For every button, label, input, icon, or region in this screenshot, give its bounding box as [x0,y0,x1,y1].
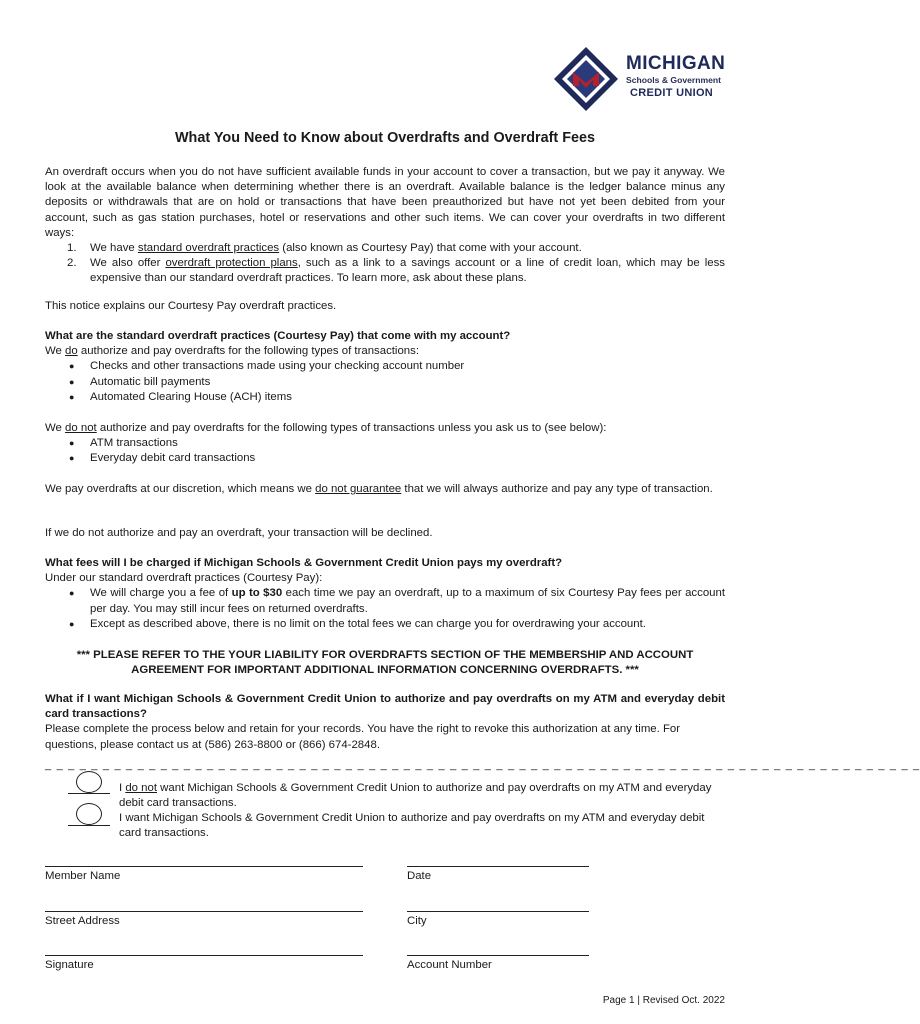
list-item: ● We will charge you a fee of up to $30 each time we pay an overdraft, up to a maximum of six Courtesy Pay fees per account per day. You may still incur fees on returned overdrafts. [69,587,725,615]
q3-section [45,692,725,753]
signature-field[interactable] [45,955,363,956]
logo-subline: Schools & Government [626,75,722,85]
way-text: (also known as Courtesy Pay) that come with your account. [279,242,582,255]
q3-body: Please complete the process below and retain for your records. You have the right to revoke this authorization at any time. For questions, please contact us at (586) 263-8800 or (866) 674-2848. [45,723,681,751]
optin-blank[interactable] [68,825,110,826]
list-item: ● Except as described above, there is no limit on the total fees we can charge you for overdrawing your account. [69,617,646,630]
q1-do-text: We do authorize and pay overdrafts for the following types of transactions: [45,345,419,358]
street-address-label: Street Address [45,915,120,927]
logo-credit-union: CREDIT UNION [630,87,714,99]
city-label: City [407,915,427,927]
discretion-text: We pay overdrafts at our discretion, which means we do not guarantee that we will always authorize and pay any type of transaction. [45,483,713,495]
page-title: What You Need to Know about Overdrafts and Overdraft Fees [174,130,596,146]
intro-paragraph: An overdraft occurs when you do not have sufficient available funds in your account to cover a transaction, but we pay it anyway. We look at the available balance when determining whether there is an overdraft. Available balance is the ledger balance minus any deposits or withdrawals that are on hold or transactions that have been preauthorized but have not yet been debited from your account, such as gas station purchases, hotel or reservations and other such items. We can cover your overdrafts in two different ways: [45,166,725,239]
notice-text: This notice explains our Courtesy Pay overdraft practices. [45,300,337,312]
q1-donot-section [45,421,725,467]
refer-notice: *** PLEASE REFER TO THE YOUR LIABILITY FOR OVERDRAFTS SECTION OF THE MEMBERSHIP AND ACCOUNT AGREEMENT FOR IMPORTANT ADDITIONAL INFORMATION CONCERNING OVERDRAFTS. *** [76,649,694,677]
optin-radio[interactable] [76,803,102,825]
overdraft-protection-link[interactable]: overdraft protection plans [165,257,298,270]
list-item: ● Automated Clearing House (ACH) items [69,390,292,403]
way-text: , such as a link to a savings account or a line of credit loan, which may be less expensive than our standard overdraft practices. To learn more, ask about these plans. [90,257,725,285]
way-number: 1. [67,242,77,255]
city-field[interactable] [407,911,589,912]
credit-union-logo [553,44,743,114]
logo-brand: MICHIGAN [626,53,726,74]
account-number-label: Account Number [407,959,492,971]
member-name-label: Member Name [45,870,121,882]
optin-text: I want Michigan Schools & Government Credit Union to authorize and pay overdrafts on my ATM and everyday debit card transactions. [119,812,705,840]
signature-label: Signature [45,959,94,971]
optout-text: I do not want Michigan Schools & Government Credit Union to authorize and pay overdrafts on my ATM and everyday debit card transactions. [119,782,712,810]
optout-blank[interactable] [68,793,110,794]
q1-heading: What are the standard overdraft practices (Courtesy Pay) that come with my account? [45,330,511,342]
list-item: ● ATM transactions [69,437,178,450]
street-address-field[interactable] [45,911,363,912]
way-item-2 [45,256,725,286]
optout-radio[interactable] [76,771,102,793]
q2-section [45,556,725,632]
list-item: ● Automatic bill payments [69,375,211,388]
cut-line: _ _ _ _ _ _ _ _ _ _ _ _ _ _ _ _ _ _ _ _ _ _ _ _ _ _ _ _ _ _ _ _ _ _ _ _ _ _ _ _ _ _ _ _ _ _ _ _ _ _ _ _ _ _ _ _ _ _ _ _ _ _ _ _ _ _ _ _ _ _ _ _ _ _ _ _ [45,759,920,771]
q1-donot-text: We do not authorize and pay overdrafts for the following types of transactions unless you ask us to (see below): [45,422,607,434]
q3-heading: What if I want Michigan Schools & Government Credit Union to authorize and pay overdrafts on my ATM and everyday debit card transactions? [45,693,725,721]
list-item: ● Checks and other transactions made using your checking account number [69,360,465,373]
way-number: 2. [67,257,77,270]
page-footer: Page 1 | Revised Oct. 2022 [602,995,725,1006]
date-field[interactable] [407,866,589,867]
way-text: We also offer [90,257,166,270]
q1-section [45,329,725,405]
intro-section [45,165,725,287]
member-name-field[interactable] [45,866,363,867]
declined-text: If we do not authorize and pay an overdraft, your transaction will be declined. [45,527,433,539]
q2-under: Under our standard overdraft practices (Courtesy Pay): [45,572,323,585]
diamond-logo-icon [553,46,619,112]
q2-heading: What fees will I be charged if Michigan Schools & Government Credit Union pays my overdraft? [45,557,563,569]
date-label: Date [407,870,432,882]
list-item: ● Everyday debit card transactions [69,452,256,465]
way-item-1 [45,241,725,256]
standard-overdraft-link[interactable]: standard overdraft practices [137,242,280,255]
account-number-field[interactable] [407,955,589,956]
way-text: We have [90,242,138,255]
